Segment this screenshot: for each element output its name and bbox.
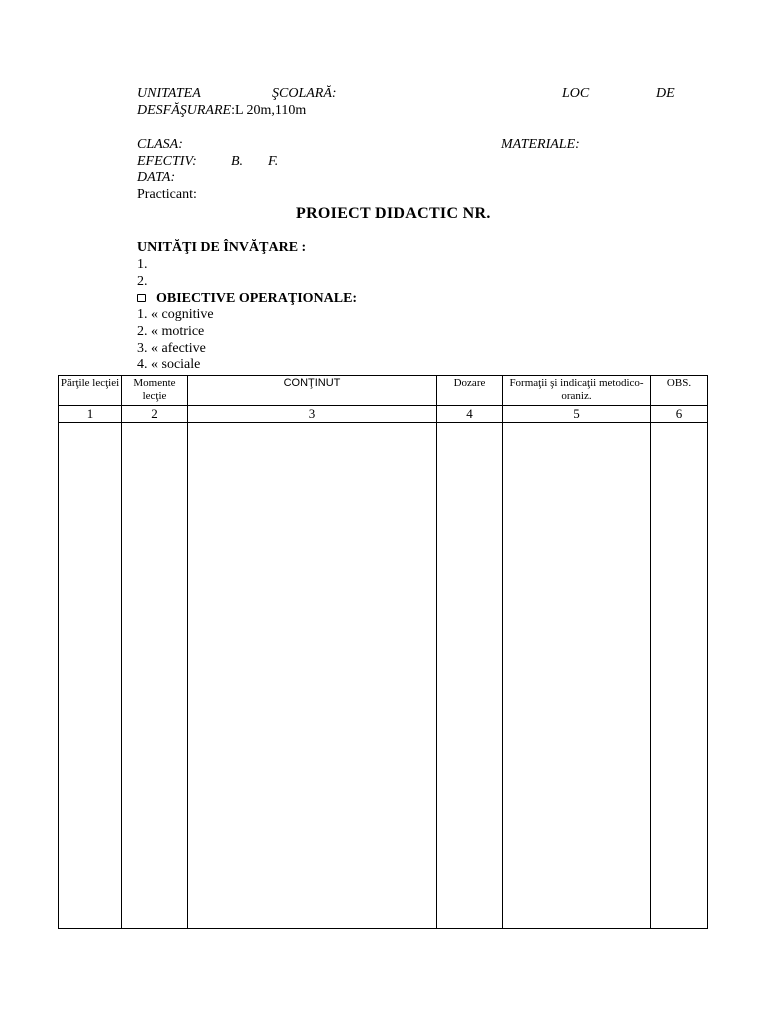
empty-cell (651, 423, 708, 929)
data-label: DATA: (137, 170, 176, 185)
desfasurare-value: :L 20m,110m (231, 103, 307, 118)
desfasurare-label: DESFĂŞURARE (137, 103, 232, 118)
unitatea-label: UNITATEA (137, 86, 201, 101)
obiective-heading-line (137, 291, 357, 307)
obiective-item: 2. « motrice (137, 324, 205, 339)
column-number: 4 (437, 406, 503, 423)
empty-cell (122, 423, 188, 929)
practicant-label: Practicant: (137, 187, 197, 202)
empty-cell (188, 423, 437, 929)
header-cell-obs: OBS. (651, 376, 708, 406)
desfasurare-line (137, 103, 306, 119)
empty-cell (437, 423, 503, 929)
obiective-item: 3. « afective (137, 341, 206, 356)
page-title: PROIECT DIDACTIC NR. (296, 205, 491, 222)
efectiv-b: B. (231, 154, 244, 169)
efectiv-label: EFECTIV: (137, 154, 197, 169)
header-cell-formatii: Formaţii şi indicaţii metodico-oraniz. (503, 376, 651, 406)
de-label: DE (656, 86, 675, 101)
materiale-label: MATERIALE: (501, 137, 580, 152)
table-body-row (59, 423, 708, 929)
header-cell-dozare: Dozare (437, 376, 503, 406)
table-header-row (59, 376, 708, 406)
column-number: 5 (503, 406, 651, 423)
column-number: 6 (651, 406, 708, 423)
empty-cell (503, 423, 651, 929)
header-cell-partile: Părţile lecţiei (59, 376, 122, 406)
unitati-item: 2. (137, 274, 148, 289)
unitati-heading: UNITĂŢI DE ÎNVĂŢARE : (137, 240, 307, 255)
obiective-item: 4. « sociale (137, 357, 201, 372)
column-number: 3 (188, 406, 437, 423)
loc-label: LOC (562, 86, 590, 101)
obiective-item: 1. « cognitive (137, 307, 214, 322)
column-number: 1 (59, 406, 122, 423)
efectiv-f: F. (268, 154, 279, 169)
checkbox-bullet-icon (137, 294, 146, 302)
lesson-plan-table (58, 375, 708, 929)
header-cell-momente: Momente lecţie (122, 376, 188, 406)
header-cell-continut: CONŢINUT (188, 376, 437, 406)
table-number-row (59, 406, 708, 423)
unitati-item: 1. (137, 257, 148, 272)
clasa-label: CLASA: (137, 137, 183, 152)
scolara-label: ŞCOLARĂ: (272, 86, 337, 101)
obiective-heading: OBIECTIVE OPERAŢIONALE: (156, 291, 358, 306)
column-number: 2 (122, 406, 188, 423)
empty-cell (59, 423, 122, 929)
